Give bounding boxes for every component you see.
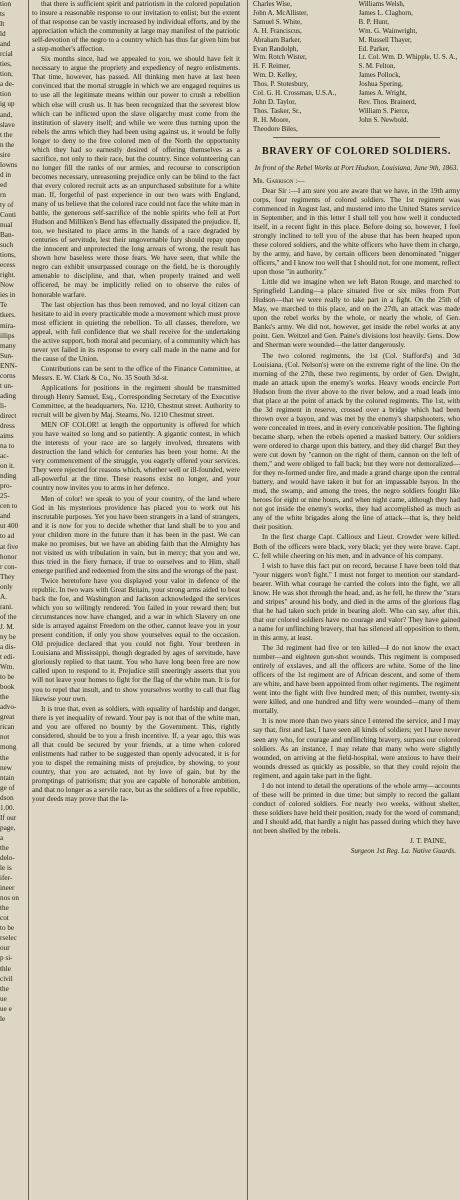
left-fragment-line: nos on [0, 894, 19, 903]
roster-column-2 [359, 0, 460, 134]
committee-roster [253, 0, 460, 134]
left-column-fragments [0, 0, 24, 1200]
left-fragment-line: tion, [0, 70, 13, 79]
roster-name: Williams Welsh, [358, 0, 405, 8]
middle-paragraph: The last objection has thus been removed, and no loyal citizen can hesitate to aid in every practicable mode a movement which must prove most efficient in quieting the rebellion. To all classes, therefore, we appeal, with full confidence that we shall receive for the undertaking the active support, both moral and pecuniary, of a community which has never yet failed in its response to every call made in the name and for the cause of the Union. [32, 300, 240, 363]
left-fragment-line: 25- [0, 492, 10, 501]
left-fragment-line: such [0, 241, 14, 250]
left-fragment-line: ge of [0, 783, 15, 792]
left-fragment-line: n the [0, 140, 15, 149]
article-paragraph: Little did we imagine when we left Baton Rouge, and marched to Springfield Landing—a place situated five or six miles from Port Hudson—that we were really to take part in a fight. On the 25th of May, we marched to this place, and on the 27th, an attack was made upon the rebel works by the whole, or nearly the whole, of Gen. Banks's army. We did not, however, get inside the rebel works at any point. Gen. Weitzel and Gen. Paine's divisions lost heavily. Gens. Dow and Sherman were wounded—the latter dangerously. [253, 278, 460, 350]
left-fragment-line: our [0, 944, 10, 953]
left-fragment-line: dson [0, 793, 14, 802]
left-fragment-line: great [0, 713, 15, 722]
left-fragment-line: to be [0, 924, 15, 933]
article-paragraph: The two colored regiments, the 1st (Col. Stafford's) and 3d Louisiana, (Col. Nelson's) were on the extreme right of the line. On the morning of the 27th, these two regiments, by order of Gen. Dwight, made an attack upon the enemy's works. Heavy woods encircle Port Hudson from the river above to the river below, and a road leads into that place at the point of attack by the colored regiments. The 1st, with the 3d regiment in reserve, crossed over a bridge which had been thrown over a bayou, and was met by the enemy's sharpshooters, who were concealed in trees, and in every conceivable position. The fighting became sharp, when the rebels opened a masked battery. Our soldiers were ordered to charge upon this battery, and they did charge! But they were cut down by "cannon on the right of them, cannon on the left of them," and were obliged to fall back; but they were not demoralized—for they re-formed under fire, and made a grand charge upon the central battery, and would have taken it but for an impassable bayou. In the mud, the swamp, and among the trees, the negro soldiers fought like heroes for eight or nine hours, and when night came, although they had not got inside the enemy's works, they had accomplished as much as any of the white brigades along the line of attack—that is, they held their position. [253, 351, 460, 532]
left-fragment-line: li- [0, 401, 7, 410]
middle-column-appeal [32, 0, 240, 1200]
roster-name: Charles Wise, [253, 0, 292, 8]
article-body [253, 187, 460, 836]
left-fragment-line: ENN- [0, 361, 18, 370]
roster-name: James A. Wright, [358, 89, 407, 98]
roster-name: Wm. Rotch Wister, [253, 53, 307, 62]
left-fragment-line: Conti [0, 210, 16, 219]
left-fragment-line: the [0, 984, 9, 993]
left-fragment-line: If our [0, 813, 17, 822]
right-column [253, 0, 460, 1200]
left-fragment-line: ecess [0, 261, 16, 270]
left-fragment-line: civil [0, 974, 13, 983]
left-fragment-line: only [0, 582, 13, 591]
article-salutation: Mr. Garrison :— [253, 176, 305, 185]
left-fragment-line: ld [0, 30, 6, 39]
left-fragment-line: ue e [0, 1004, 12, 1013]
left-fragment-line: the [0, 843, 9, 852]
left-fragment-line: ty of [0, 200, 14, 209]
roster-name: Rev. Thos. Brainerd, [358, 97, 417, 106]
left-fragment-line: cen to [0, 502, 18, 511]
roster-name: Wm. D. Kelley, [253, 71, 298, 80]
left-fragment-line: Wm. [0, 663, 15, 672]
left-fragment-line: nding [0, 472, 17, 481]
roster-name: Evan Randolph, [253, 44, 299, 53]
roster-name: Samuel S. White, [253, 17, 302, 26]
left-fragment-line: pro- [0, 482, 12, 491]
column-rule-right [247, 0, 248, 1200]
left-fragment-line: a de- [0, 80, 15, 89]
article-headline: BRAVERY OF COLORED SOLDIERS. [262, 145, 451, 157]
article-paragraph: In the first charge Capt. Callioux and Lieut. Crowder were killed. Both of the officers were black, very black; yet they were brave. Capt. C. fell while cheering on his men, and in advance of his company. [253, 533, 460, 560]
left-fragment-line: to be [0, 673, 15, 682]
roster-name: Thos. P. Stotesbury, [253, 80, 309, 89]
left-fragment-line: new [0, 763, 12, 772]
middle-paragraph: Twice heretofore have you displayed your valor in defence of the republic. In two wars with Great Britain, your strong arms aided to beat back the foe, and Washington and Jackson acknowledged the services which you so willingly rendered. You failed in your reward then; but circumstances now have changed, and a war in which Slavery on one side is arrayed against Freedom on the other, cannot leave you in your present condition, if only you show yourselves equal to the occasion. Old prejudice declared that you could not fight. Your brethren in Louisiana and Mississippi, though degraded by ages of servitude, have gloriously replied to that taunt. You who have long been free are now called upon to respond to it. Prejudice still sneeringly asserts that you will not leave your homes to fight for the flag of the white man. It is for you to repel that insult, and to show yourselves worthy to call that flag likewise your own. [32, 576, 240, 703]
middle-paragraph: that there is sufficient spirit and patriotism in the colored population to insure a reasonable response to our invitation to enlist; but the extent of that response can be vastly increased by individual efforts, and by the appreciation which the community at large may manifest of the patriotic self-devotion of the negro to a country which has thus far given him but a step-mother's affection. [32, 0, 240, 54]
left-fragment-line: honor [0, 552, 17, 561]
left-fragment-line: d in [0, 170, 11, 179]
left-fragment-line: not [0, 733, 10, 742]
left-fragment-line: ue [0, 994, 7, 1003]
left-fragment-line: t un- [0, 381, 14, 390]
left-fragment-line: rani. [0, 602, 13, 611]
left-fragment-line: a [0, 833, 4, 842]
left-fragment-line: tkers. [0, 311, 16, 320]
left-fragment-line: advo- [0, 703, 17, 712]
left-fragment-line: mong [0, 743, 17, 752]
article-paragraph: It is now more than two years since I entered the service, and I may say that, first and last, I have seen all kinds of soldiers; yet I have never seen any who, for courage and unflinching bravery, surpass our colored soldiers. As an instance, I may relate that many who were slightly wounded, on arriving at the field-hospital, were anxious to have their wounds dressed as quickly as possible, so that they could rejoin the regiment, and again take part in the fight. [253, 717, 460, 780]
left-fragment-line: ny be [0, 632, 16, 641]
roster-name: William S. Pierce, [358, 106, 410, 115]
roster-column-1 [253, 0, 355, 134]
left-fragment-line: le [0, 1014, 6, 1023]
left-fragment-line: slave [0, 120, 15, 129]
left-fragment-line: ies in [0, 291, 16, 300]
left-fragment-line: A. [0, 592, 7, 601]
roster-name: Wm. G. Wainwright, [358, 26, 418, 35]
article-dateline: In front of the Rebel Works at Port Hudson, Louisiana, June 9th, 1863. [254, 163, 459, 172]
left-fragment-line: Now [0, 281, 14, 290]
left-fragment-line: Te [0, 301, 8, 310]
left-fragment-line: and, [0, 110, 13, 119]
middle-paragraph: Men of color! we speak to you of your country, of the land where God in his mysterious providence has placed you to work out his inscrutable purposes. Yet you have been strangers in a land of strangers, and it is now for you to decide whether that land shall be to you and your children more in the future than it has been in the past. We can make no promises, but we have an abiding faith that the Almighty has not visited us with tribulation in vain, but in mercy; that you and we, thus tried in the fiery furnace, if true to ourselves and to Him, shall emerge purified and redeemed from the sins and the wrongs of the past. [32, 494, 240, 575]
left-fragment-line: mira- [0, 321, 16, 330]
left-fragment-line: ineer [0, 884, 15, 893]
left-fragment-line: rican [0, 723, 15, 732]
roster-name: Ed. Parker, [358, 44, 390, 53]
left-fragment-line: r con- [0, 562, 17, 571]
column-rule-left [28, 0, 29, 1200]
middle-paragraph: Contributions can be sent to the office of the Finance Committee, at Messrs. E. W. Clark & Co., No. 35 South 3d-st. [32, 364, 240, 382]
left-fragment-line: tion [0, 90, 12, 99]
left-fragment-line: p si- [0, 954, 13, 963]
roster-name: John S. Newbold. [358, 115, 409, 124]
left-fragment-line: dress [0, 421, 15, 430]
left-fragment-line: corns [0, 371, 16, 380]
left-fragment-line: ties, [0, 60, 12, 69]
roster-name: Col. G. H. Crossman, U.S.A., [253, 89, 337, 98]
left-fragment-line: tion [0, 0, 12, 8]
left-fragment-line: a dis- [0, 643, 16, 651]
article-paragraph: The 3d regiment had five or ten killed—I do not know the exact number—and eighteen gun-shot wounds. This regiment is composed entirely of exslaves, and all the officers are white. Some of the line officers of the 1st regiment are of African descent, and some of them are white, and have been appointed from other regiments. The regiment went into the fight with five hundred men; of this number, twenty-six were killed, and one hundred and fifty were wounded—many of them mortally. [253, 644, 460, 716]
roster-name: James L. Claghorn, [358, 8, 413, 17]
roster-name: John D. Taylor, [253, 97, 297, 106]
left-fragment-line: page, [0, 823, 16, 832]
left-fragment-line: and [0, 40, 11, 49]
article-paragraph: Dear Sir :—I am sure you are aware that we have, in the 19th army corps, four regiments of colored soldiers. The 1st regiment was commenced in August last, and mustered into the United States service in September; and in this letter I shall tell you how well it conducted itself, in a recent fight in this place. Before doing so, however, I feel strongly inclined to tell you of the abuse that has been heaped upon these colored soldiers, and the white officers who have them in charge, by the army, and have, by certain officers been denominated "nigger officers," and I know too well that I should not, for one moment, reflect upon those "in authority." [253, 186, 460, 277]
left-fragment-line: ig up [0, 100, 15, 109]
left-fragment-line: ntain [0, 773, 15, 782]
roster-name: Joshua Spering, [358, 80, 403, 89]
middle-paragraph: It is true that, even as soldiers, with equality of hardship and danger, there is yet inequality of reward. Your pay is not that of the white man, and you are offered no bounty by the Government. This, rightly considered, should be to you a fresh incentive. If, a year ago, this was all that could be secured by your friends, at a time when colored enlistments had rather to be suggested than openly advocated, it is for you to dispel the remaining mists of prejudice, by showing, to your country, that you are actuated, not by love of gain, but by the promptings of patriotism; that you are capable of honorable ambition, and that no longer as a servile race, but as the soldiers of a free republic, your deeds may prove that the la- [32, 704, 240, 804]
roster-name: Thos. Tasker, Sr., [253, 106, 302, 115]
left-fragment-line: many [0, 341, 16, 350]
left-fragment-line: the [0, 753, 9, 762]
roster-name: Abraham Barker, [253, 35, 302, 44]
left-fragment-line: ts [0, 10, 5, 19]
left-fragment-line: J. M. [0, 622, 15, 631]
left-fragment-line: ed [0, 180, 7, 189]
left-fragment-line: to ad [0, 532, 15, 541]
left-fragment-line: t edi- [0, 653, 15, 662]
left-fragment-line: direct [0, 411, 17, 420]
roster-name: A. H. Franciscus, [253, 26, 302, 35]
left-fragment-line: Ban- [0, 231, 14, 240]
section-divider [273, 137, 440, 138]
left-fragment-line: of the [0, 612, 17, 621]
left-fragment-line: cot [0, 914, 9, 923]
left-fragment-line: delo- [0, 853, 15, 862]
left-fragment-line: the [0, 904, 9, 913]
left-fragment-line: Sun- [0, 351, 14, 360]
roster-name: H. F. Reimer, [253, 62, 291, 71]
left-fragment-line: lowns [0, 160, 18, 169]
roster-name: Lt. Col. Wm. D. Whipple, U. S. A., [358, 53, 458, 62]
left-fragment-line: le is [0, 864, 12, 873]
middle-paragraph: Applications for positions in the regiment should be transmitted through Henry Samuel, Esq., Corresponding Secretary of the Executive Committee, at the headquarters, No. 1210, Chestnut street. Authority to recruit will be given by Maj. Stearns, No. 1210 Chestnut street. [32, 383, 240, 420]
roster-name: M. Russell Thayer, [358, 35, 412, 44]
left-fragment-line: illips [0, 331, 15, 340]
left-fragment-line: rn [0, 190, 6, 199]
left-fragment-line: the [0, 693, 9, 702]
article-signature: J. T. PAINE, [409, 837, 446, 846]
left-fragment-line: aims [0, 432, 14, 441]
left-fragment-line: ading [0, 391, 16, 400]
left-fragment-line: at five [0, 542, 19, 551]
left-fragment-line: 1.00. [0, 803, 15, 812]
article-signature-title: Surgeon 1st Reg. La. Native Guards. [350, 847, 456, 856]
left-fragment-line: tions, [0, 251, 16, 260]
roster-name: S. M. Felton, [358, 62, 396, 71]
left-fragment-line: na to [0, 442, 15, 451]
left-fragment-line: book [0, 683, 15, 692]
middle-paragraph: Six months since, had we appealed to you, we should have felt it necessary to argue the propriety and expediency of negro enlistments. That time, however, has passed. All thinking men have at last been convinced that the mortal struggle in which we are engaged requires us to use all the legitimate means within our power to crush a rebellion which else will crush us. It has been recognized that the severest blow which can be inflicted upon the slave oligarchy must come from the institution of slavery itself; and while we were thus turning upon the rebels the arms which they had been using against us, it would be folly longer to deny to the free colored men of the North the opportunity which they had so earnestly desired of offering themselves as a sacrifice, not only to their race, but the country. Since volunteering can no longer fill the ranks of our armies, and recourse to conscription becomes necessary, unreasoning prejudice only can be blind to the fact that every colored recruit acts as an unpurchased substitute for a white man. If, forgetful of past experience in our two wars with England, many of us believe that the colored race could not face the white man in battle, the generous self-sacrifice of the noble spirits who fell at Port Hudson and Milliken's Bend has effectually dissipated the prejudice. If, too, we hesitated to place arms in the hands of a race degraded by centuries of servitude, lest their ungovernable fury should repay upon the innocent and unprotected the long arrears of wrong, the result has shown how baseless were those fears. We have seen, that while the negro can exhibit unsurpassed courage on the field, he is thoroughly amenable to discipline, and that, when properly trained and well officered, he may be implicitly relied on to observe the rules of honorable warfare. [32, 55, 240, 299]
left-fragment-line: It [0, 20, 5, 29]
roster-name: James Pollock, [358, 71, 401, 80]
roster-name: John A. McAllister, [253, 8, 308, 17]
article-paragraph: I do not intend to detail the operations of the whole army—accounts of these will be printed in due time; but simply to record the gallant conduct of colored soldiers. For nearly two weeks, without shelter, these soldiers have held their position, ready for the word of command; and I should add, that hardly a night has passed during which they have not been shelled by the rebels. [253, 781, 460, 835]
left-fragment-line: rcial [0, 50, 13, 59]
roster-name: Theodore Biles, [253, 124, 298, 133]
left-fragment-line: thle [0, 964, 11, 973]
left-fragment-line: right. [0, 271, 16, 280]
left-fragment-line: and [0, 512, 11, 521]
left-fragment-line: nual [0, 221, 13, 230]
left-fragment-line: ac- [0, 452, 9, 461]
left-fragment-line: ifer- [0, 874, 13, 883]
article-paragraph: I wish to have this fact put on record, because I have been told that "your niggers won't fight." I must not forget to mention our standard-bearer. With what courage he carried the colors into the fight, we all know. He was shot through the head, and, as he fell, he threw the "stars and stripes" around his body, and died in the arms of the glorious flag that he had taken such pride in bearing aloft. Who can say, after this, that our colored soldiers have no courage and valor? They have gained a name for unflinching bravery, that has silenced all opposition to them, in this army, at least. [253, 561, 460, 642]
left-fragment-line: They [0, 572, 15, 581]
roster-name: B. P. Hunt, [358, 17, 390, 26]
left-fragment-line: ut 400 [0, 522, 19, 531]
left-fragment-line: t the [0, 130, 13, 139]
roster-name: R. H. Moore, [253, 115, 291, 124]
left-fragment-line: on it. [0, 462, 15, 471]
left-fragment-line: sire [0, 150, 11, 159]
middle-paragraph: MEN OF COLOR! at length the opportunity is offered for which you have waited so long and so patiently. A gigantic contest, in which the interests of your race are so largely involved, threatens with destruction the land which for centuries has been your home. At the very commencement of the struggle, you eagerly offered your services. They were rejected for reasons which, whether well or ill-founded, were all-powerful at the time. These reasons exist no longer, and your country now invites you to arms in her defence. [32, 421, 240, 493]
left-fragment-line: rselec [0, 934, 17, 943]
